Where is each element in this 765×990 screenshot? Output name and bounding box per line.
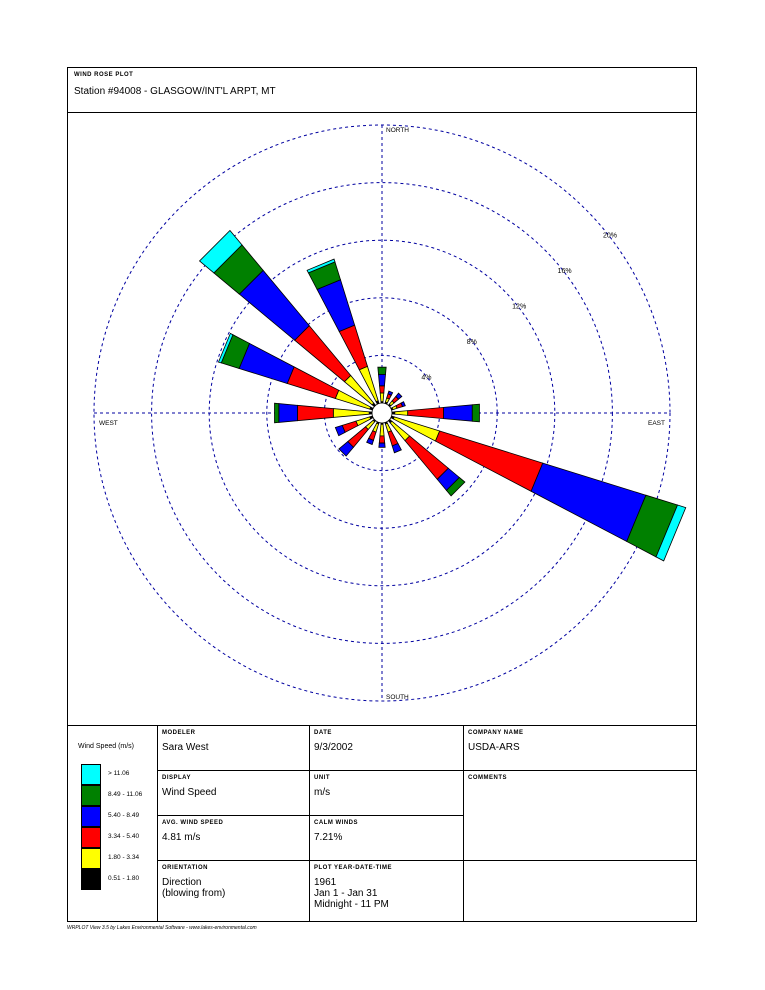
ring-label: 4% xyxy=(421,374,432,382)
ring-label: 20% xyxy=(602,232,617,240)
petal-segment xyxy=(531,463,646,541)
legend-swatch xyxy=(81,785,101,806)
company-cell xyxy=(464,726,696,771)
petal-segment xyxy=(297,405,333,420)
company-value: USDA-ARS xyxy=(468,742,520,753)
legend xyxy=(68,726,158,922)
petal-segment xyxy=(388,431,398,446)
plot-time-cell xyxy=(310,861,464,922)
compass-south: SOUTH xyxy=(386,694,409,701)
compass-north: NORTH xyxy=(386,127,409,134)
petal-segment xyxy=(380,386,385,393)
legend-swatch xyxy=(81,848,101,869)
orientation-line-2: (blowing from) xyxy=(162,888,226,899)
legend-label: 5.40 - 8.49 xyxy=(108,812,140,819)
legend-title: Wind Speed (m/s) xyxy=(78,743,135,750)
plot-year: 1961 xyxy=(314,877,337,888)
ring-label: 16% xyxy=(557,268,572,276)
wind-rose-plot xyxy=(68,113,696,725)
petal-segment xyxy=(333,409,369,418)
avg-speed-value: 4.81 m/s xyxy=(162,832,201,843)
legend-label: 0.51 - 1.80 xyxy=(108,875,140,882)
display-value: Wind Speed xyxy=(162,787,217,798)
petal-segment xyxy=(287,367,339,399)
company-label: COMPANY NAME xyxy=(468,730,524,736)
petal-segment xyxy=(380,424,384,435)
modeler-value: Sara West xyxy=(162,742,209,753)
software-footer: WRPLOT View 3.5 by Lakes Environmental Software - www.lakes-environmental.com xyxy=(67,925,257,931)
petal-segment xyxy=(379,443,385,447)
plot-time: Midnight - 11 PM xyxy=(314,899,389,910)
orientation-line-1: Direction xyxy=(162,877,202,888)
petal-segment xyxy=(380,393,384,402)
date-cell xyxy=(310,726,464,771)
petal-segment xyxy=(472,404,479,422)
ring-label: 12% xyxy=(512,303,527,311)
avg-speed-label: AVG. WIND SPEED xyxy=(162,820,224,826)
legend-swatch xyxy=(81,827,101,848)
calm-winds-value: 7.21% xyxy=(314,832,343,843)
date-value: 9/3/2002 xyxy=(314,742,353,753)
orientation-cell xyxy=(158,861,310,922)
legend-swatch xyxy=(81,764,101,785)
petal-segment xyxy=(378,374,385,385)
unit-value: m/s xyxy=(314,787,331,798)
date-label: DATE xyxy=(314,730,332,736)
petal-segment xyxy=(408,407,444,418)
header-label: WIND ROSE PLOT xyxy=(74,72,134,78)
report-header xyxy=(68,68,696,113)
avg-speed-cell xyxy=(158,816,310,861)
calm-winds-label: CALM WINDS xyxy=(314,820,358,826)
plot-time-value xyxy=(314,877,389,910)
info-panel xyxy=(68,725,696,921)
legend-swatch xyxy=(81,869,101,890)
comments-cell xyxy=(464,771,696,861)
petal-segment xyxy=(275,403,279,423)
petal-segment xyxy=(379,436,384,443)
plot-date: Jan 1 - Jan 31 xyxy=(314,888,378,899)
legend-label: 1.80 - 3.34 xyxy=(108,854,140,861)
plot-time-label: PLOT YEAR-DATE-TIME xyxy=(314,865,392,871)
unit-cell xyxy=(310,771,464,816)
comments-label: COMMENTS xyxy=(468,775,507,781)
petal-segment xyxy=(444,405,473,421)
unit-label: UNIT xyxy=(314,775,330,781)
petal-segment xyxy=(395,411,408,416)
legend-label: 8.49 - 11.06 xyxy=(108,791,143,798)
orientation-value xyxy=(162,877,225,899)
modeler-cell xyxy=(158,726,310,771)
compass-west: WEST xyxy=(99,420,118,427)
legend-label: 3.34 - 5.40 xyxy=(108,833,140,840)
display-label: DISPLAY xyxy=(162,775,191,781)
calm-winds-cell xyxy=(310,816,464,861)
calm-circle xyxy=(372,403,392,423)
ring-label: 8% xyxy=(466,339,477,347)
legend-swatch xyxy=(81,806,101,827)
petal-segment xyxy=(378,367,386,374)
legend-label: > 11.06 xyxy=(108,770,130,777)
orientation-label: ORIENTATION xyxy=(162,865,208,871)
wind-rose-svg xyxy=(68,113,696,725)
station-title: Station #94008 - GLASGOW/INT'L ARPT, MT xyxy=(74,86,276,97)
display-cell xyxy=(158,771,310,816)
modeler-label: MODELER xyxy=(162,730,196,736)
petal-segment xyxy=(279,404,298,423)
report-frame xyxy=(67,67,697,922)
compass-east: EAST xyxy=(648,420,665,427)
